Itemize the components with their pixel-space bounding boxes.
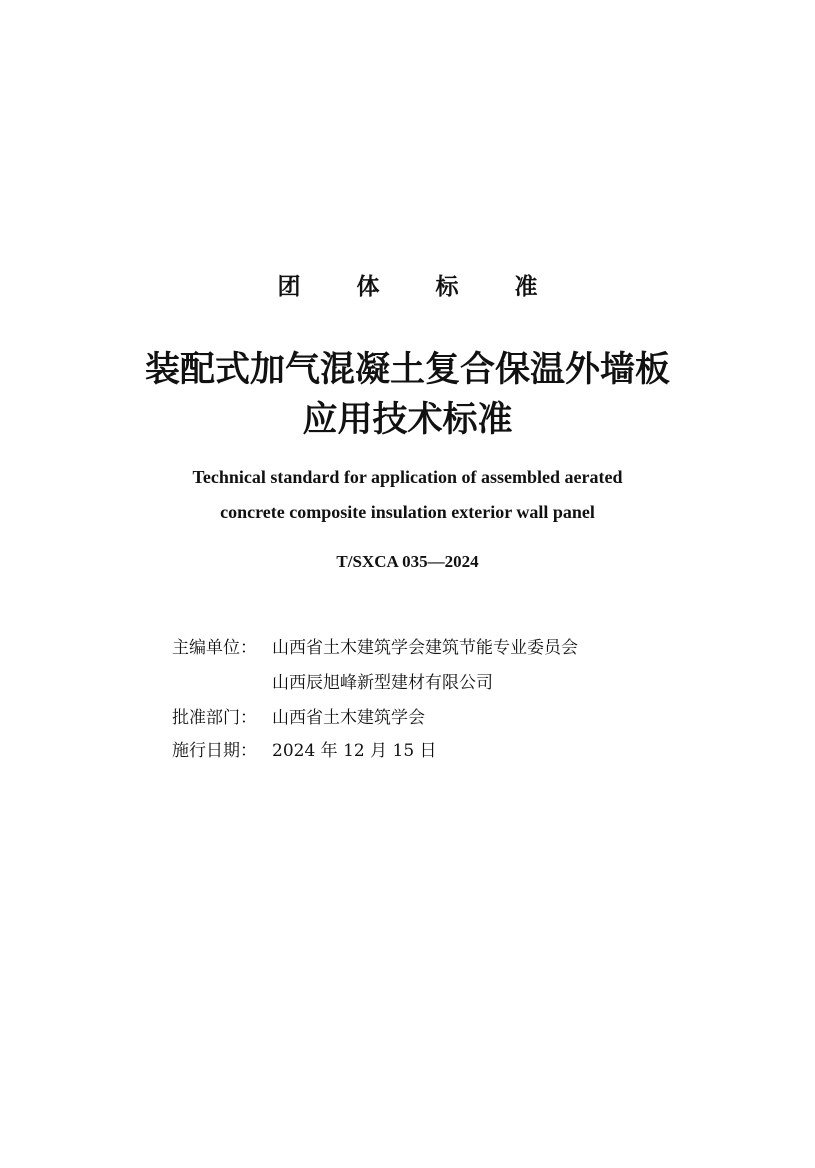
- english-title-line-1: Technical standard for application of assembled aerated: [192, 467, 623, 487]
- approver-label: 批准部门：: [172, 708, 257, 728]
- category-char: 准: [514, 274, 538, 300]
- effective-date-row: [172, 743, 437, 760]
- category-char: 体: [356, 274, 380, 300]
- standard-code: T/SXCA 035—2024: [336, 552, 479, 571]
- approver-row: [172, 710, 425, 727]
- document-category: [0, 268, 815, 301]
- effective-date-value: 2024 年 12 月 15 日: [272, 741, 437, 761]
- chinese-title-line-1: 装配式加气混凝土复合保温外墙板: [144, 349, 670, 390]
- chief-editor-row: [172, 640, 578, 657]
- approver-value: 山西省土木建筑学会: [272, 708, 425, 728]
- chinese-title-line-2: 应用技术标准: [302, 399, 513, 440]
- chief-editor-label: 主编单位：: [172, 638, 257, 658]
- chief-editor-1: 山西省土木建筑学会建筑节能专业委员会: [272, 638, 578, 658]
- chief-editor-row-2: [172, 675, 493, 692]
- category-char: 团: [277, 274, 301, 300]
- english-title-line-2: concrete composite insulation exterior wall panel: [220, 502, 595, 522]
- chief-editor-2: 山西辰旭峰新型建材有限公司: [272, 673, 493, 693]
- category-char: 标: [435, 274, 459, 300]
- effective-date-label: 施行日期：: [172, 741, 257, 761]
